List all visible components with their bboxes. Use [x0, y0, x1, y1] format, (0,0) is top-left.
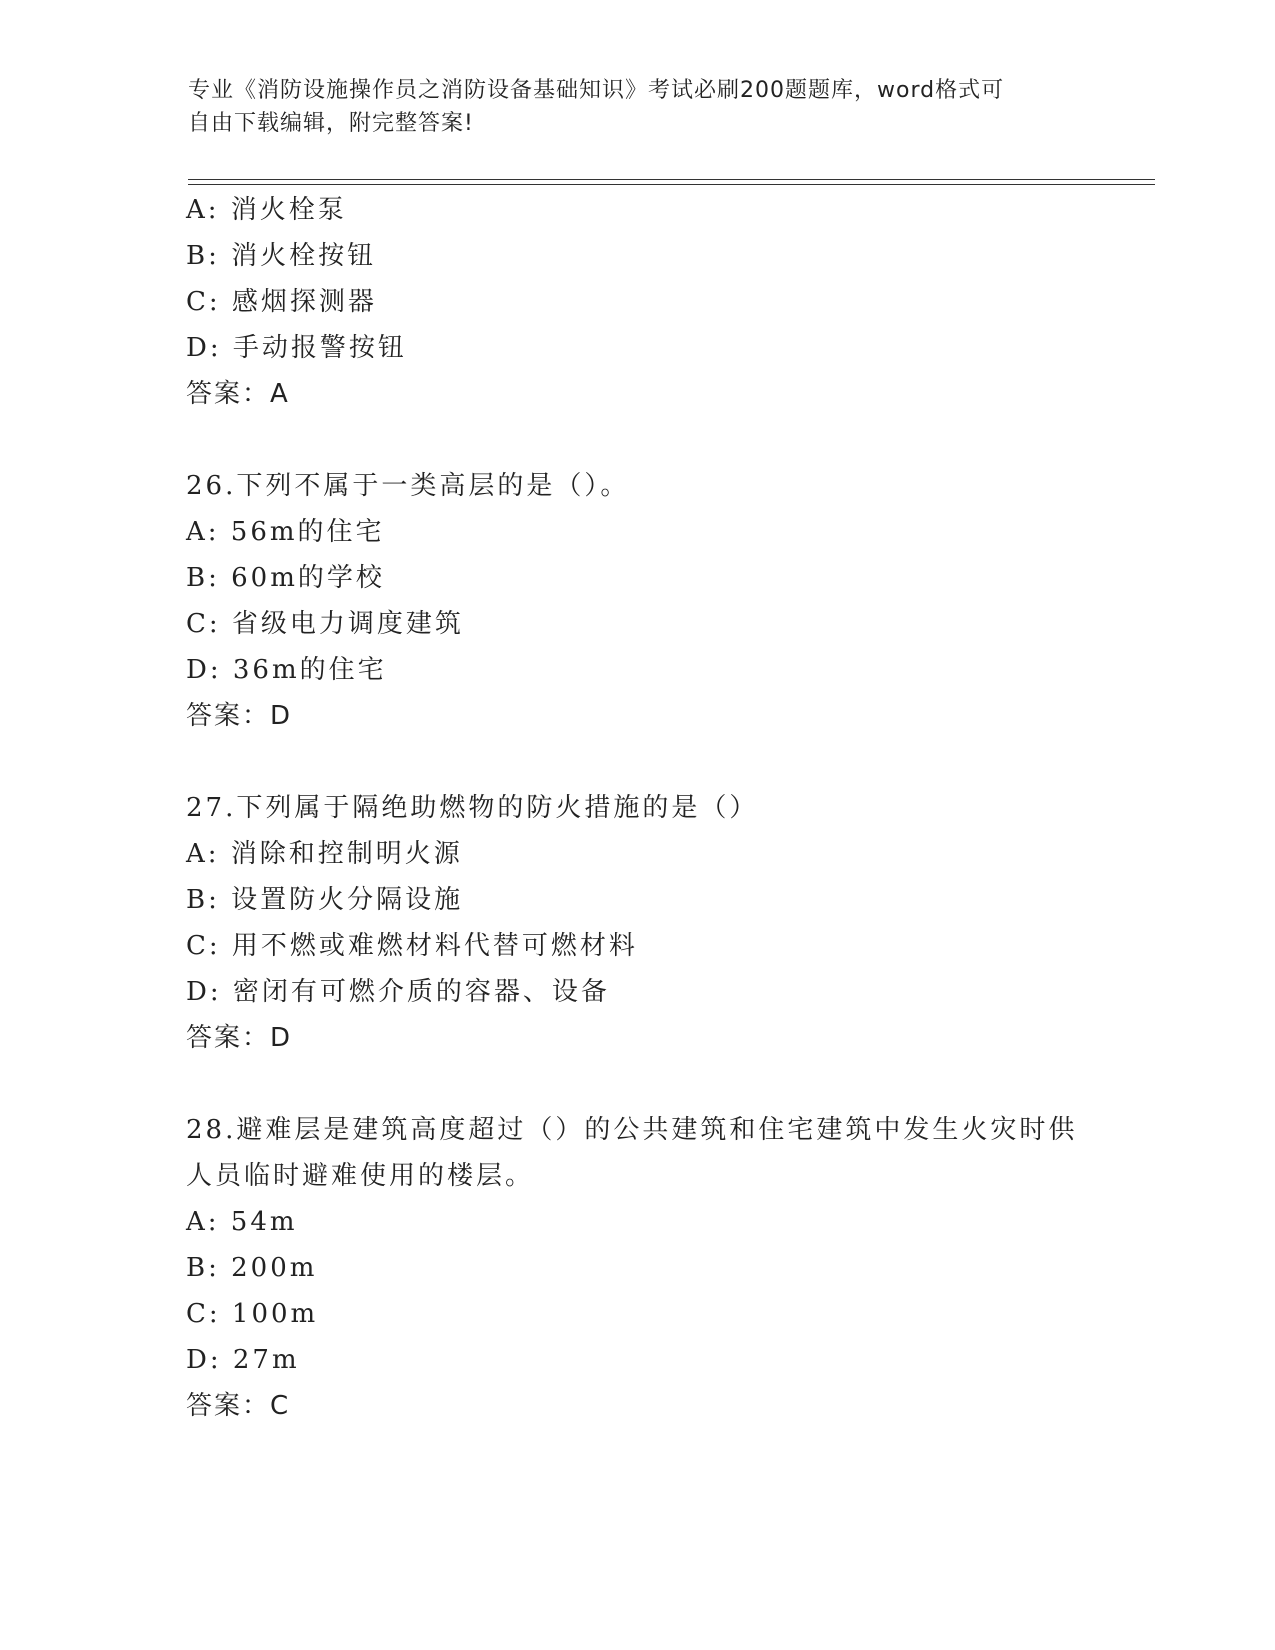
header-divider-bottom — [188, 184, 1155, 185]
option-d: D: 36m的住宅 — [186, 655, 387, 685]
question-stem-line-1: 28.避难层是建筑高度超过（）的公共建筑和住宅建筑中发生火灾时供 — [186, 1115, 1078, 1145]
option-a: A: 消除和控制明火源 — [186, 839, 463, 869]
option-b: B: 60m的学校 — [186, 563, 385, 593]
option-d: D: 27m — [186, 1345, 300, 1375]
option-c: C: 用不燃或难燃材料代替可燃材料 — [186, 931, 638, 961]
option-a: A: 56m的住宅 — [186, 517, 385, 547]
spacer — [186, 739, 1146, 785]
header-line-2: 自由下载编辑，附完整答案! — [188, 111, 474, 136]
option-d: D: 手动报警按钮 — [186, 333, 407, 363]
option-a: A: 54m — [186, 1207, 298, 1237]
answer: 答案：A — [186, 379, 290, 409]
option-d: D: 密闭有可燃介质的容器、设备 — [186, 977, 610, 1007]
answer: 答案：D — [186, 701, 293, 731]
question-stem: 26.下列不属于一类高层的是（）。 — [186, 471, 630, 501]
question-block-prev — [186, 187, 1146, 417]
header-line-1: 专业《消防设施操作员之消防设备基础知识》考试必刷200题题库，word格式可 — [188, 78, 1005, 103]
answer: 答案：D — [186, 1023, 293, 1053]
option-b: B: 设置防火分隔设施 — [186, 885, 464, 915]
header-divider-top — [188, 179, 1155, 180]
question-block-26 — [186, 463, 1146, 739]
question-stem: 27.下列属于隔绝助燃物的防火措施的是（） — [186, 793, 759, 823]
option-b: B: 消火栓按钮 — [186, 241, 377, 271]
option-c: C: 100m — [186, 1299, 319, 1329]
answer: 答案：C — [186, 1391, 291, 1421]
option-c: C: 感烟探测器 — [186, 287, 377, 317]
question-block-28 — [186, 1107, 1146, 1429]
spacer — [186, 417, 1146, 463]
question-block-27 — [186, 785, 1146, 1061]
option-a: A: 消火栓泵 — [186, 195, 347, 225]
option-c: C: 省级电力调度建筑 — [186, 609, 464, 639]
question-stem-line-2: 人员临时避难使用的楼层。 — [186, 1161, 535, 1191]
option-b: B: 200m — [186, 1253, 318, 1283]
spacer — [186, 1061, 1146, 1107]
question-list — [186, 187, 1146, 1429]
document-header — [188, 74, 1068, 140]
